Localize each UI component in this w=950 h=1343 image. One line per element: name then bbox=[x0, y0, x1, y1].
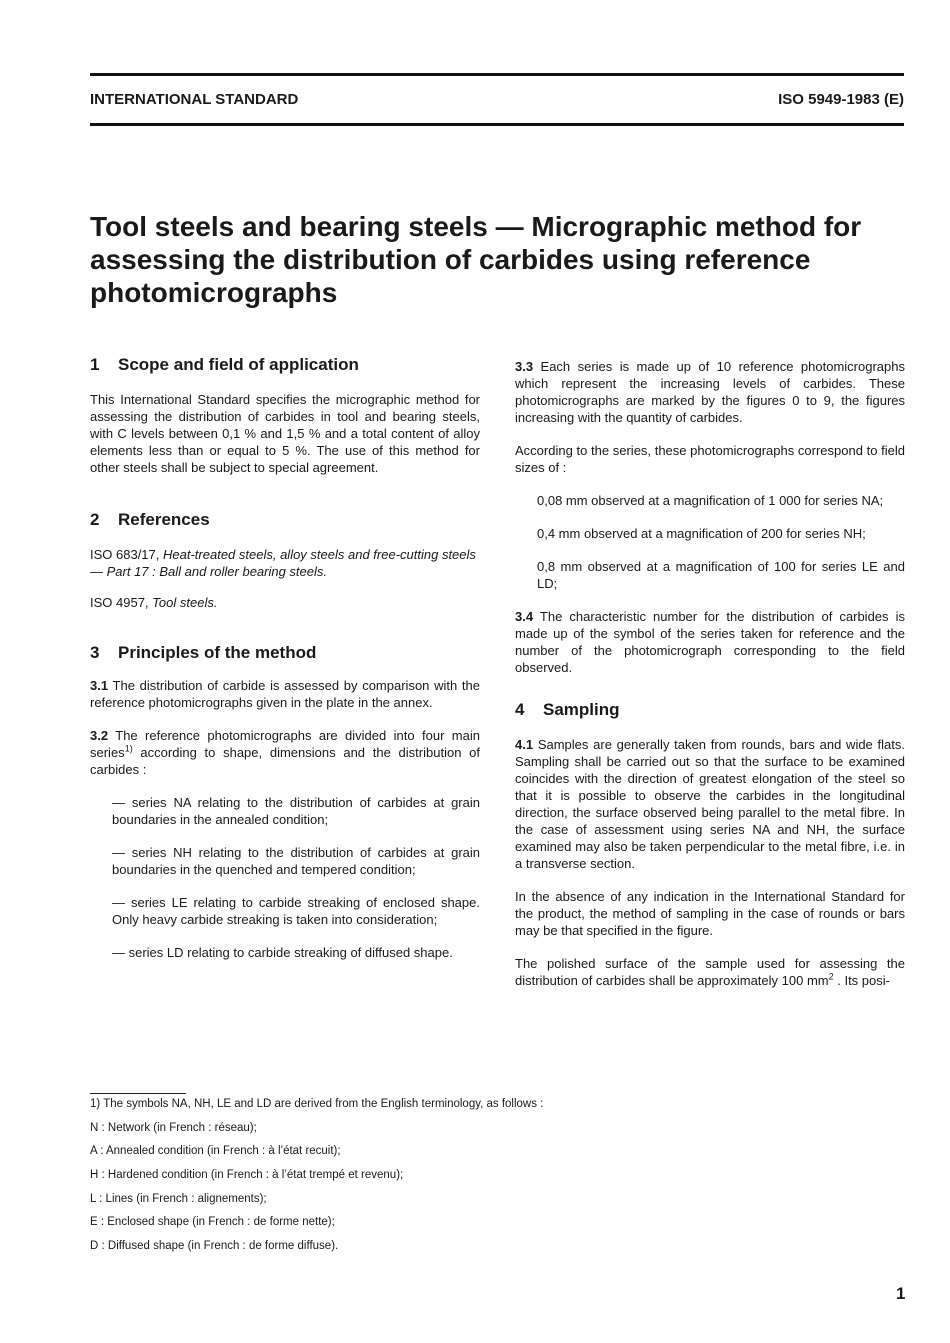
footnote-e: E : Enclosed shape (in French : de forme nette); bbox=[90, 1216, 335, 1229]
clause-3-3: 3.3 Each series is made up of 10 reference photomicrographs which represent the increasing levels of carbides. These photomicrographs are marked by the figures 0 to 9, the figures increasing with the quantity of carbides. bbox=[515, 359, 905, 425]
header-top-rule bbox=[90, 73, 904, 76]
field-sizes-intro: According to the series, these photomicrographs correspond to field sizes of : bbox=[515, 443, 905, 475]
page-title: Tool steels and bearing steels — Micrographic method for assessing the distribution of carbides using reference photomicrographs bbox=[90, 211, 862, 308]
reference-iso-4957: ISO 4957, Tool steels. bbox=[90, 595, 218, 610]
section-3-heading: 3 Principles of the method bbox=[90, 643, 317, 662]
scope-paragraph: This International Standard specifies the micrographic method for assessing the distribution of carbides in tool and bearing steels, with C levels between 0,1 % and 1,5 % and a total content of alloy elements less than or equal to 5 %. The use of this method for other steels shall be subject to special agreement. bbox=[90, 392, 480, 475]
section-1-heading: 1 Scope and field of application bbox=[90, 355, 359, 374]
field-size-le-ld: 0,8 mm observed at a magnification of 100 for series LE and LD; bbox=[537, 559, 905, 591]
right-column bbox=[515, 358, 905, 989]
field-size-na: 0,08 mm observed at a magnification of 1 000 for series NA; bbox=[537, 493, 884, 508]
footnote-d: D : Diffused shape (in French : de forme diffuse). bbox=[90, 1240, 339, 1253]
field-size-nh: 0,4 mm observed at a magnification of 200 for series NH; bbox=[537, 526, 866, 541]
left-column bbox=[90, 355, 480, 961]
series-na-item: — series NA relating to the distribution of carbides at grain boundaries in the annealed condition; bbox=[112, 795, 480, 827]
clause-3-4: 3.4 The characteristic number for the distribution of carbides is made up of the symbol of the series taken for reference and the number of the photomicrograph corresponding to the field observed. bbox=[515, 609, 905, 675]
series-nh-item: — series NH relating to the distribution of carbides at grain boundaries in the quenched and tempered condition; bbox=[112, 845, 480, 877]
clause-4-1: 4.1 Samples are generally taken from rounds, bars and wide flats. Sampling shall be carried out so that the surface to be examined coincides with the direction of greatest elongation of the steel so that it is possible to observe the carbides in the longitudinal direction, the surface observed being parallel to the metal fibre. In the case of assessment using series NA and NH, the surface examined may also be taken perpendicular to the metal fibre, i.e. in a transverse section. bbox=[515, 737, 905, 871]
footnote-h: H : Hardened condition (in French : à l’état trempé et revenu); bbox=[90, 1169, 404, 1182]
footnote-n: N : Network (in French : réseau); bbox=[90, 1121, 257, 1134]
series-ld-item: — series LD relating to carbide streaking of diffused shape. bbox=[112, 945, 453, 960]
document-type: INTERNATIONAL STANDARD bbox=[90, 91, 299, 108]
reference-iso-683: ISO 683/17, Heat-treated steels, alloy steels and free-cutting steels — Part 17 : Ball and roller bearing steels. bbox=[90, 547, 476, 579]
clause-3-2: 3.2 The reference photomicrographs are divided into four main series$^{1)}$ according to shape, dimensions and the distribution of carbides : bbox=[90, 728, 480, 777]
footnote-1: 1) The symbols NA, NH, LE and LD are derived from the English terminology, as follows : bbox=[90, 1098, 544, 1110]
series-le-item: — series LE relating to carbide streaking of enclosed shape. Only heavy carbide streaking is taken into consideration; bbox=[112, 895, 480, 927]
polished-surface-paragraph: The polished surface of the sample used for assessing the distribution of carbides shall be approximately 100 $mm^2$ . Its posi- bbox=[515, 956, 905, 988]
footnote-a: A : Annealed condition (in French : à l’état recuit); bbox=[90, 1145, 341, 1158]
header-bottom-rule bbox=[90, 123, 904, 126]
section-4-heading: 4 Sampling bbox=[515, 700, 620, 719]
footnotes bbox=[90, 1097, 790, 1263]
sampling-method-paragraph: In the absence of any indication in the International Standard for the product, the method of sampling in the case of rounds or bars may be that specified in the figure. bbox=[515, 889, 905, 938]
standard-number: ISO 5949-1983 (E) bbox=[778, 91, 904, 108]
clause-3-1: 3.1 The distribution of carbide is assessed by comparison with the reference photomicrographs given in the plate in the annex. bbox=[90, 678, 480, 710]
page-number: 1 bbox=[896, 1284, 906, 1303]
footnote-l: L : Lines (in French : alignements); bbox=[90, 1192, 267, 1205]
footnote-separator bbox=[90, 1093, 186, 1094]
footnote-ref-1: 1) bbox=[124, 743, 133, 754]
section-2-heading: 2 References bbox=[90, 510, 210, 529]
